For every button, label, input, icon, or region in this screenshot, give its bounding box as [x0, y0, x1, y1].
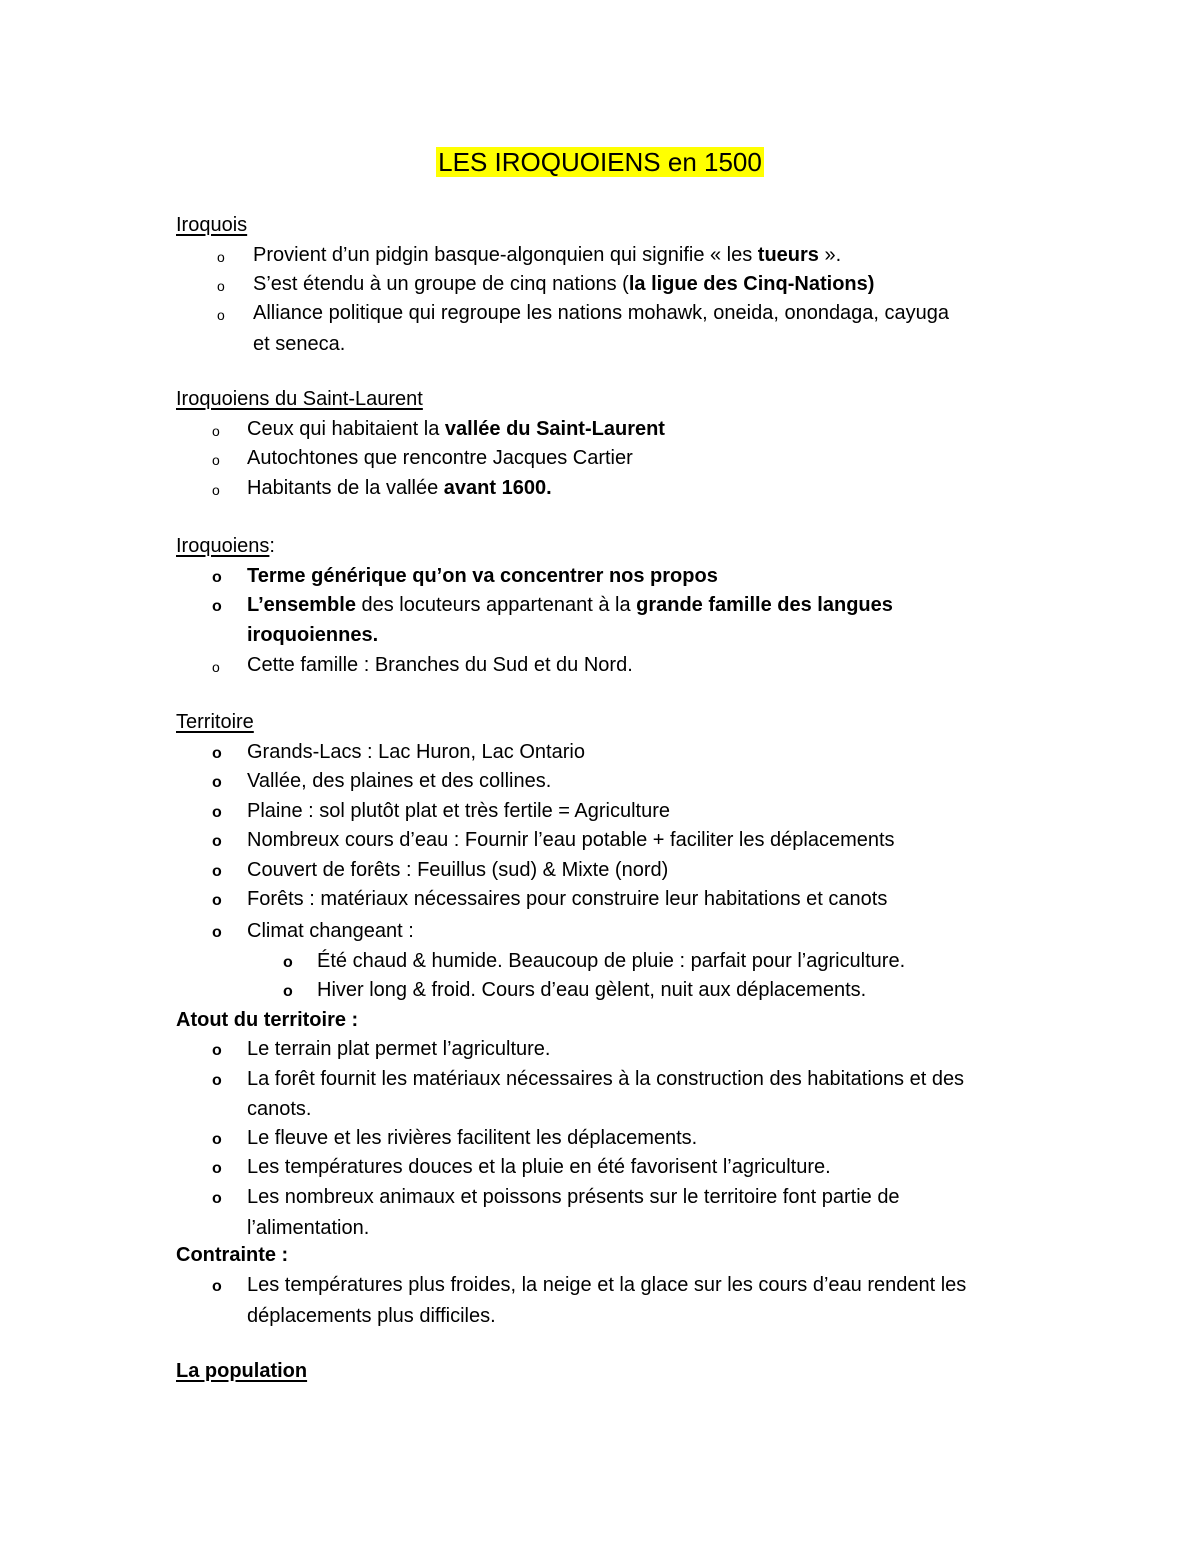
list-item: Vallée, des plaines et des collines. — [247, 770, 552, 792]
list-item-continuation: l’alimentation. — [247, 1217, 370, 1239]
list-item: Le terrain plat permet l’agriculture. — [247, 1038, 551, 1060]
bullet-icon: o — [212, 659, 220, 675]
bullet-icon: o — [283, 983, 293, 1000]
list-item: S’est étendu à un groupe de cinq nations (la ligue des Cinq-Nations) — [253, 273, 875, 295]
list-item: Cette famille : Branches du Sud et du Nord. — [247, 654, 633, 676]
bullet-icon: o — [212, 1278, 222, 1295]
list-item: Autochtones que rencontre Jacques Cartier — [247, 447, 633, 469]
list-item: Plaine : sol plutôt plat et très fertile = Agriculture — [247, 800, 670, 822]
bullet-icon: o — [212, 423, 220, 439]
bullet-icon: o — [212, 924, 222, 941]
page-title: LES IROQUOIENS en 1500 — [438, 147, 762, 177]
sub-list-item: Été chaud & humide. Beaucoup de pluie : parfait pour l’agriculture. — [317, 950, 906, 972]
list-item-continuation: déplacements plus difficiles. — [247, 1305, 496, 1327]
bullet-icon: o — [217, 307, 225, 323]
list-item: Nombreux cours d’eau : Fournir l’eau potable + faciliter les déplacements — [247, 829, 895, 851]
list-item: Habitants de la vallée avant 1600. — [247, 477, 552, 499]
list-item: Forêts : matériaux nécessaires pour construire leur habitations et canots — [247, 888, 888, 910]
list-item: Climat changeant : — [247, 920, 414, 942]
list-item: Le fleuve et les rivières facilitent les déplacements. — [247, 1127, 698, 1149]
heading-atout: Atout du territoire : — [176, 1009, 359, 1031]
bullet-icon: o — [212, 804, 222, 821]
list-item: Les températures plus froides, la neige et la glace sur les cours d’eau rendent les — [247, 1274, 967, 1296]
sub-list-item: Hiver long & froid. Cours d’eau gèlent, nuit aux déplacements. — [317, 979, 867, 1001]
list-item: La forêt fournit les matériaux nécessaires à la construction des habitations et des — [247, 1068, 965, 1090]
list-item: Terme générique qu’on va concentrer nos propos — [247, 565, 718, 587]
heading-iroquois: Iroquois — [176, 214, 248, 236]
list-item: Provient d’un pidgin basque-algonquien qui signifie « les tueurs ». — [253, 244, 842, 266]
list-item: Ceux qui habitaient la vallée du Saint-Laurent — [247, 418, 665, 440]
bullet-icon: o — [212, 1131, 222, 1148]
bullet-icon: o — [212, 833, 222, 850]
list-item: Les nombreux animaux et poissons présents sur le territoire font partie de — [247, 1186, 900, 1208]
bullet-icon: o — [212, 1160, 222, 1177]
list-item-continuation: et seneca. — [253, 333, 346, 355]
bullet-icon: o — [212, 598, 222, 615]
bullet-icon: o — [212, 482, 220, 498]
bullet-icon: o — [212, 1190, 222, 1207]
heading-saint-laurent: Iroquoiens du Saint-Laurent — [176, 388, 423, 410]
bullet-icon: o — [212, 745, 222, 762]
bullet-icon: o — [212, 569, 222, 586]
list-item: Couvert de forêts : Feuillus (sud) & Mixte (nord) — [247, 859, 669, 881]
bullet-icon: o — [212, 863, 222, 880]
heading-territoire: Territoire — [176, 711, 254, 733]
list-item: Les températures douces et la pluie en été favorisent l’agriculture. — [247, 1156, 831, 1178]
bullet-icon: o — [212, 892, 222, 909]
heading-contrainte: Contrainte : — [176, 1244, 289, 1266]
list-item: L’ensemble des locuteurs appartenant à la grande famille des langues — [247, 594, 893, 616]
bullet-icon: o — [212, 1042, 222, 1059]
bullet-icon: o — [217, 278, 225, 294]
bullet-icon: o — [212, 1072, 222, 1089]
bullet-icon: o — [212, 452, 220, 468]
bullet-icon: o — [217, 249, 225, 265]
bullet-icon: o — [212, 774, 222, 791]
list-item: Alliance politique qui regroupe les nations mohawk, oneida, onondaga, cayuga — [253, 302, 950, 324]
list-item-continuation: iroquoiennes. — [247, 624, 379, 646]
list-item-continuation: canots. — [247, 1098, 312, 1120]
list-item: Grands-Lacs : Lac Huron, Lac Ontario — [247, 741, 585, 763]
heading-population: La population — [176, 1360, 308, 1382]
bullet-icon: o — [283, 954, 293, 971]
heading-iroquoiens: Iroquoiens: — [176, 535, 275, 557]
